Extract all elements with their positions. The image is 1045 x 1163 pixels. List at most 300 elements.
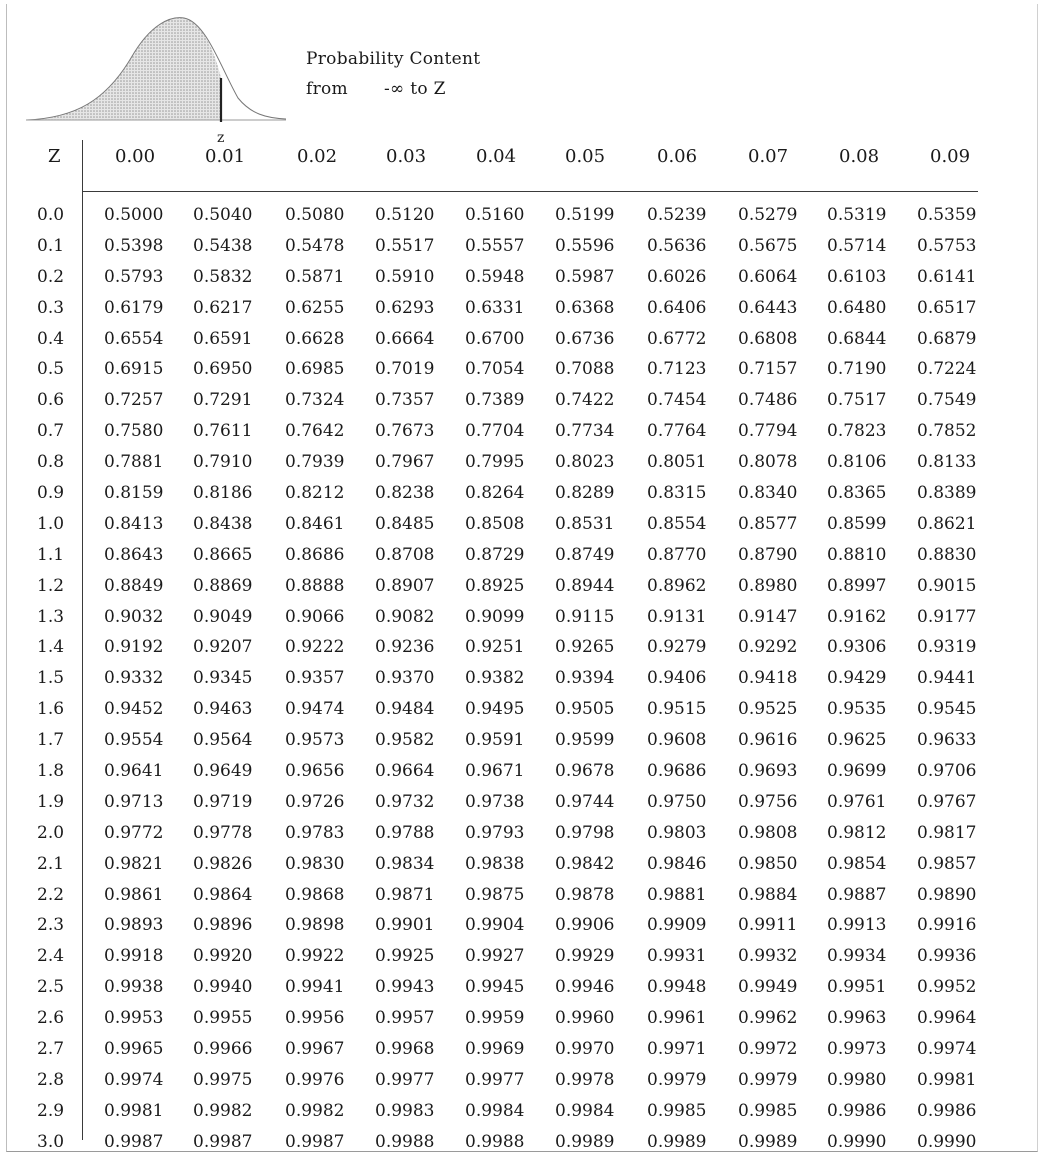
- table-row: [0, 421, 1045, 452]
- table-cell: 0.9767: [917, 791, 977, 812]
- table-cell: 0.8289: [555, 483, 615, 504]
- table-cell: 0.8980: [738, 575, 798, 596]
- column-header: 0.07: [748, 146, 789, 167]
- table-cell: 0.9936: [917, 946, 977, 967]
- table-cell: 0.9099: [465, 606, 525, 627]
- table-cell: 0.9649: [193, 761, 253, 782]
- row-z-label: 1.7: [37, 730, 65, 751]
- table-cell: 0.8925: [465, 575, 525, 596]
- table-cell: 0.9987: [104, 1131, 164, 1152]
- table-cell: 0.9968: [375, 1039, 435, 1060]
- table-cell: 0.7454: [647, 390, 707, 411]
- table-cell: 0.5832: [193, 266, 253, 287]
- table-cell: 0.8869: [193, 575, 253, 596]
- table-cell: 0.8810: [827, 544, 887, 565]
- table-cell: 0.9406: [647, 668, 707, 689]
- table-cell: 0.9972: [738, 1039, 798, 1060]
- table-cell: 0.9772: [104, 822, 164, 843]
- table-row: [0, 637, 1045, 668]
- column-header: 0.06: [657, 146, 698, 167]
- table-cell: 0.9798: [555, 822, 615, 843]
- table-cell: 0.9671: [465, 761, 525, 782]
- row-z-label: 0.5: [37, 359, 65, 380]
- table-cell: 0.9162: [827, 606, 887, 627]
- table-cell: 0.5000: [104, 205, 164, 225]
- row-z-label: 0.2: [37, 266, 65, 287]
- table-cell: 0.9495: [465, 699, 525, 720]
- table-cell: 0.8944: [555, 575, 615, 596]
- table-cell: 0.8849: [104, 575, 164, 596]
- table-cell: 0.6517: [917, 297, 977, 318]
- table-cell: 0.8749: [555, 544, 615, 565]
- table-cell: 0.6844: [827, 328, 887, 349]
- table-cell: 0.5714: [827, 235, 887, 256]
- table-cell: 0.8438: [193, 513, 253, 534]
- table-cell: 0.6255: [285, 297, 345, 318]
- table-cell: 0.8621: [917, 513, 977, 534]
- table-cell: 0.9976: [285, 1069, 345, 1090]
- table-cell: 0.7088: [555, 359, 615, 380]
- table-cell: 0.9686: [647, 761, 707, 782]
- table-cell: 0.9934: [827, 946, 887, 967]
- table-cell: 0.9881: [647, 884, 707, 905]
- table-cell: 0.9726: [285, 791, 345, 812]
- table-cell: 0.6331: [465, 297, 525, 318]
- table-cell: 0.6217: [193, 297, 253, 318]
- table-cell: 0.9893: [104, 915, 164, 936]
- table-cell: 0.7224: [917, 359, 977, 380]
- table-cell: 0.6736: [555, 328, 615, 349]
- row-z-label: 0.9: [37, 483, 65, 504]
- table-cell: 0.5517: [375, 235, 435, 256]
- table-cell: 0.6591: [193, 328, 253, 349]
- table-cell: 0.5636: [647, 235, 707, 256]
- table-cell: 0.9015: [917, 575, 977, 596]
- table-cell: 0.9978: [555, 1069, 615, 1090]
- table-cell: 0.6985: [285, 359, 345, 380]
- table-cell: 0.5279: [738, 205, 798, 225]
- table-cell: 0.9920: [193, 946, 253, 967]
- table-cell: 0.8485: [375, 513, 435, 534]
- table-cell: 0.8051: [647, 452, 707, 473]
- table-cell: 0.7580: [104, 421, 164, 442]
- table-cell: 0.7389: [465, 390, 525, 411]
- table-cell: 0.7764: [647, 421, 707, 442]
- table-cell: 0.9744: [555, 791, 615, 812]
- table-cell: 0.9989: [738, 1131, 798, 1152]
- table-cell: 0.9332: [104, 668, 164, 689]
- table-cell: 0.9732: [375, 791, 435, 812]
- table-cell: 0.7995: [465, 452, 525, 473]
- table-cell: 0.7190: [827, 359, 887, 380]
- table-cell: 0.9222: [285, 637, 345, 658]
- table-cell: 0.9505: [555, 699, 615, 720]
- table-cell: 0.9967: [285, 1039, 345, 1060]
- table-cell: 0.9713: [104, 791, 164, 812]
- table-cell: 0.9948: [647, 977, 707, 998]
- table-cell: 0.8212: [285, 483, 345, 504]
- table-row: [0, 977, 1045, 1008]
- table-cell: 0.9032: [104, 606, 164, 627]
- table-cell: 0.9979: [738, 1069, 798, 1090]
- table-cell: 0.8264: [465, 483, 525, 504]
- table-cell: 0.9980: [827, 1069, 887, 1090]
- table-cell: 0.6628: [285, 328, 345, 349]
- table-cell: 0.8665: [193, 544, 253, 565]
- table-cell: 0.8888: [285, 575, 345, 596]
- table-cell: 0.9951: [827, 977, 887, 998]
- table-cell: 0.9868: [285, 884, 345, 905]
- table-cell: 0.9265: [555, 637, 615, 658]
- table-cell: 0.9981: [917, 1069, 977, 1090]
- table-cell: 0.9693: [738, 761, 798, 782]
- table-cell: 0.9564: [193, 730, 253, 751]
- table-row: [0, 483, 1045, 514]
- table-cell: 0.9554: [104, 730, 164, 751]
- table-cell: 0.9582: [375, 730, 435, 751]
- table-cell: 0.5596: [555, 235, 615, 256]
- table-cell: 0.9890: [917, 884, 977, 905]
- table-cell: 0.9981: [104, 1100, 164, 1121]
- table-cell: 0.9441: [917, 668, 977, 689]
- table-cell: 0.9906: [555, 915, 615, 936]
- table-cell: 0.9515: [647, 699, 707, 720]
- table-cell: 0.5910: [375, 266, 435, 287]
- table-cell: 0.9989: [555, 1131, 615, 1152]
- table-row: [0, 823, 1045, 854]
- page-title: Probability Content: [306, 49, 481, 69]
- table-cell: 0.9382: [465, 668, 525, 689]
- table-row: [0, 359, 1045, 390]
- table-cell: 0.9394: [555, 668, 615, 689]
- table-cell: 0.8365: [827, 483, 887, 504]
- table-cell: 0.7019: [375, 359, 435, 380]
- row-z-label: 2.6: [37, 1008, 65, 1029]
- table-cell: 0.9633: [917, 730, 977, 751]
- table-row: [0, 946, 1045, 977]
- row-z-label: 1.1: [37, 544, 65, 565]
- column-header: 0.05: [565, 146, 606, 167]
- table-cell: 0.5478: [285, 235, 345, 256]
- table-cell: 0.6026: [647, 266, 707, 287]
- table-cell: 0.9808: [738, 822, 798, 843]
- table-cell: 0.9884: [738, 884, 798, 905]
- table-cell: 0.7257: [104, 390, 164, 411]
- table-row: [0, 607, 1045, 638]
- table-cell: 0.8186: [193, 483, 253, 504]
- table-cell: 0.9115: [555, 606, 615, 627]
- table-cell: 0.8830: [917, 544, 977, 565]
- table-row: [0, 1101, 1045, 1132]
- table-cell: 0.6879: [917, 328, 977, 349]
- row-z-label: 1.3: [37, 606, 65, 627]
- table-cell: 0.9957: [375, 1008, 435, 1029]
- table-cell: 0.7357: [375, 390, 435, 411]
- table-cell: 0.6064: [738, 266, 798, 287]
- table-cell: 0.9940: [193, 977, 253, 998]
- table-cell: 0.8133: [917, 452, 977, 473]
- table-cell: 0.9913: [827, 915, 887, 936]
- table-cell: 0.9952: [917, 977, 977, 998]
- row-z-label: 0.1: [37, 235, 65, 256]
- table-cell: 0.9956: [285, 1008, 345, 1029]
- table-cell: 0.9535: [827, 699, 887, 720]
- table-cell: 0.9982: [285, 1100, 345, 1121]
- table-cell: 0.9756: [738, 791, 798, 812]
- table-cell: 0.8078: [738, 452, 798, 473]
- row-z-label: 0.8: [37, 452, 65, 473]
- table-cell: 0.7939: [285, 452, 345, 473]
- table-cell: 0.5359: [917, 205, 977, 225]
- table-cell: 0.9463: [193, 699, 253, 720]
- table-cell: 0.9970: [555, 1039, 615, 1060]
- table-row: [0, 545, 1045, 576]
- row-z-label: 1.2: [37, 575, 65, 596]
- table-cell: 0.9778: [193, 822, 253, 843]
- table-cell: 0.7852: [917, 421, 977, 442]
- title-block: [306, 44, 480, 104]
- table-cell: 0.7967: [375, 452, 435, 473]
- table-cell: 0.8023: [555, 452, 615, 473]
- table-cell: 0.9838: [465, 853, 525, 874]
- table-cell: 0.9986: [917, 1100, 977, 1121]
- table-cell: 0.7881: [104, 452, 164, 473]
- table-cell: 0.7611: [193, 421, 253, 442]
- table-cell: 0.9977: [375, 1069, 435, 1090]
- table-cell: 0.7642: [285, 421, 345, 442]
- table-cell: 0.9918: [104, 946, 164, 967]
- table-cell: 0.9987: [285, 1131, 345, 1152]
- column-header: 0.09: [930, 146, 971, 167]
- table-cell: 0.6554: [104, 328, 164, 349]
- table-cell: 0.5753: [917, 235, 977, 256]
- table-cell: 0.9370: [375, 668, 435, 689]
- row-z-label: 2.8: [37, 1069, 65, 1090]
- table-cell: 0.9961: [647, 1008, 707, 1029]
- probability-table-body: [0, 205, 1045, 1163]
- row-z-label: 2.0: [37, 822, 65, 843]
- row-z-label: 0.3: [37, 297, 65, 318]
- table-cell: 0.9964: [917, 1008, 977, 1029]
- table-cell: 0.9966: [193, 1039, 253, 1060]
- table-cell: 0.5120: [375, 205, 435, 225]
- table-cell: 0.8790: [738, 544, 798, 565]
- table-cell: 0.9960: [555, 1008, 615, 1029]
- row-z-label: 2.7: [37, 1039, 65, 1060]
- table-cell: 0.8461: [285, 513, 345, 534]
- table-row: [0, 761, 1045, 792]
- table-row: [0, 854, 1045, 885]
- column-header-row: [0, 146, 1045, 176]
- table-row: [0, 1039, 1045, 1070]
- table-cell: 0.9616: [738, 730, 798, 751]
- table-row: [0, 792, 1045, 823]
- table-cell: 0.5987: [555, 266, 615, 287]
- row-z-label: 1.5: [37, 668, 65, 689]
- table-cell: 0.9987: [193, 1131, 253, 1152]
- table-cell: 0.6700: [465, 328, 525, 349]
- table-cell: 0.9871: [375, 884, 435, 905]
- row-z-label: 0.0: [37, 205, 65, 225]
- table-cell: 0.8238: [375, 483, 435, 504]
- table-cell: 0.5948: [465, 266, 525, 287]
- table-cell: 0.9990: [917, 1131, 977, 1152]
- normal-curve-illustration: [6, 8, 296, 148]
- table-cell: 0.9909: [647, 915, 707, 936]
- table-cell: 0.9985: [738, 1100, 798, 1121]
- column-header: 0.04: [476, 146, 517, 167]
- table-cell: 0.9898: [285, 915, 345, 936]
- table-cell: 0.6293: [375, 297, 435, 318]
- row-z-label: 3.0: [37, 1131, 65, 1152]
- table-cell: 0.9625: [827, 730, 887, 751]
- table-cell: 0.7054: [465, 359, 525, 380]
- table-cell: 0.5239: [647, 205, 707, 225]
- row-z-label: 2.9: [37, 1100, 65, 1121]
- table-cell: 0.5871: [285, 266, 345, 287]
- bell-curve-icon: [6, 8, 296, 148]
- table-row: [0, 329, 1045, 360]
- table-cell: 0.9783: [285, 822, 345, 843]
- table-cell: 0.6808: [738, 328, 798, 349]
- table-cell: 0.9177: [917, 606, 977, 627]
- table-cell: 0.5793: [104, 266, 164, 287]
- table-row: [0, 668, 1045, 699]
- table-cell: 0.7910: [193, 452, 253, 473]
- table-cell: 0.9955: [193, 1008, 253, 1029]
- table-row: [0, 1008, 1045, 1039]
- row-z-label: 1.0: [37, 513, 65, 534]
- row-z-label: 1.8: [37, 761, 65, 782]
- table-cell: 0.9599: [555, 730, 615, 751]
- table-cell: 0.5438: [193, 235, 253, 256]
- table-cell: 0.8340: [738, 483, 798, 504]
- table-row: [0, 730, 1045, 761]
- column-header: 0.00: [115, 146, 156, 167]
- table-cell: 0.8508: [465, 513, 525, 534]
- row-z-label: 0.7: [37, 421, 65, 442]
- table-cell: 0.9977: [465, 1069, 525, 1090]
- table-cell: 0.9826: [193, 853, 253, 874]
- table-cell: 0.9875: [465, 884, 525, 905]
- curve-z-label: z: [217, 130, 225, 146]
- table-cell: 0.9834: [375, 853, 435, 874]
- table-cell: 0.9932: [738, 946, 798, 967]
- table-cell: 0.9082: [375, 606, 435, 627]
- table-cell: 0.9965: [104, 1039, 164, 1060]
- row-z-label: 1.4: [37, 637, 65, 658]
- table-cell: 0.9963: [827, 1008, 887, 1029]
- table-cell: 0.9788: [375, 822, 435, 843]
- table-cell: 0.5199: [555, 205, 615, 225]
- table-cell: 0.9545: [917, 699, 977, 720]
- table-cell: 0.9988: [465, 1131, 525, 1152]
- table-cell: 0.7517: [827, 390, 887, 411]
- table-cell: 0.9979: [647, 1069, 707, 1090]
- table-cell: 0.6368: [555, 297, 615, 318]
- table-row: [0, 298, 1045, 329]
- table-cell: 0.9608: [647, 730, 707, 751]
- table-cell: 0.9975: [193, 1069, 253, 1090]
- table-cell: 0.8159: [104, 483, 164, 504]
- table-cell: 0.8962: [647, 575, 707, 596]
- table-cell: 0.9887: [827, 884, 887, 905]
- table-cell: 0.9306: [827, 637, 887, 658]
- table-cell: 0.9131: [647, 606, 707, 627]
- table-cell: 0.9969: [465, 1039, 525, 1060]
- table-cell: 0.8708: [375, 544, 435, 565]
- table-cell: 0.6950: [193, 359, 253, 380]
- table-cell: 0.9279: [647, 637, 707, 658]
- table-cell: 0.9484: [375, 699, 435, 720]
- column-header: 0.02: [297, 146, 338, 167]
- table-cell: 0.9904: [465, 915, 525, 936]
- range-label: -∞ to Z: [384, 79, 446, 99]
- table-cell: 0.9345: [193, 668, 253, 689]
- table-cell: 0.9678: [555, 761, 615, 782]
- from-label: from: [306, 79, 348, 99]
- table-cell: 0.9251: [465, 637, 525, 658]
- table-cell: 0.9962: [738, 1008, 798, 1029]
- table-cell: 0.9292: [738, 637, 798, 658]
- table-row: [0, 1070, 1045, 1101]
- table-cell: 0.9878: [555, 884, 615, 905]
- table-cell: 0.7157: [738, 359, 798, 380]
- table-cell: 0.9941: [285, 977, 345, 998]
- table-cell: 0.7123: [647, 359, 707, 380]
- table-cell: 0.9719: [193, 791, 253, 812]
- row-z-label: 0.4: [37, 328, 65, 349]
- table-cell: 0.8599: [827, 513, 887, 534]
- table-cell: 0.8531: [555, 513, 615, 534]
- table-cell: 0.9429: [827, 668, 887, 689]
- table-cell: 0.9911: [738, 915, 798, 936]
- table-cell: 0.9738: [465, 791, 525, 812]
- table-cell: 0.9984: [555, 1100, 615, 1121]
- table-cell: 0.7486: [738, 390, 798, 411]
- table-cell: 0.9474: [285, 699, 345, 720]
- table-cell: 0.9817: [917, 822, 977, 843]
- table-cell: 0.7823: [827, 421, 887, 442]
- table-cell: 0.9901: [375, 915, 435, 936]
- table-cell: 0.9985: [647, 1100, 707, 1121]
- table-row: [0, 699, 1045, 730]
- table-cell: 0.7324: [285, 390, 345, 411]
- table-cell: 0.9938: [104, 977, 164, 998]
- table-row: [0, 390, 1045, 421]
- table-cell: 0.9830: [285, 853, 345, 874]
- table-cell: 0.9945: [465, 977, 525, 998]
- table-cell: 0.9699: [827, 761, 887, 782]
- table-row: [0, 452, 1045, 483]
- table-cell: 0.9927: [465, 946, 525, 967]
- table-cell: 0.9821: [104, 853, 164, 874]
- row-z-label: 1.6: [37, 699, 65, 720]
- table-cell: 0.6443: [738, 297, 798, 318]
- table-cell: 0.5398: [104, 235, 164, 256]
- table-cell: 0.9931: [647, 946, 707, 967]
- table-cell: 0.7704: [465, 421, 525, 442]
- table-cell: 0.6480: [827, 297, 887, 318]
- table-cell: 0.9846: [647, 853, 707, 874]
- table-cell: 0.9850: [738, 853, 798, 874]
- table-cell: 0.7549: [917, 390, 977, 411]
- table-cell: 0.9949: [738, 977, 798, 998]
- table-cell: 0.8577: [738, 513, 798, 534]
- table-cell: 0.9236: [375, 637, 435, 658]
- table-cell: 0.9861: [104, 884, 164, 905]
- table-cell: 0.6103: [827, 266, 887, 287]
